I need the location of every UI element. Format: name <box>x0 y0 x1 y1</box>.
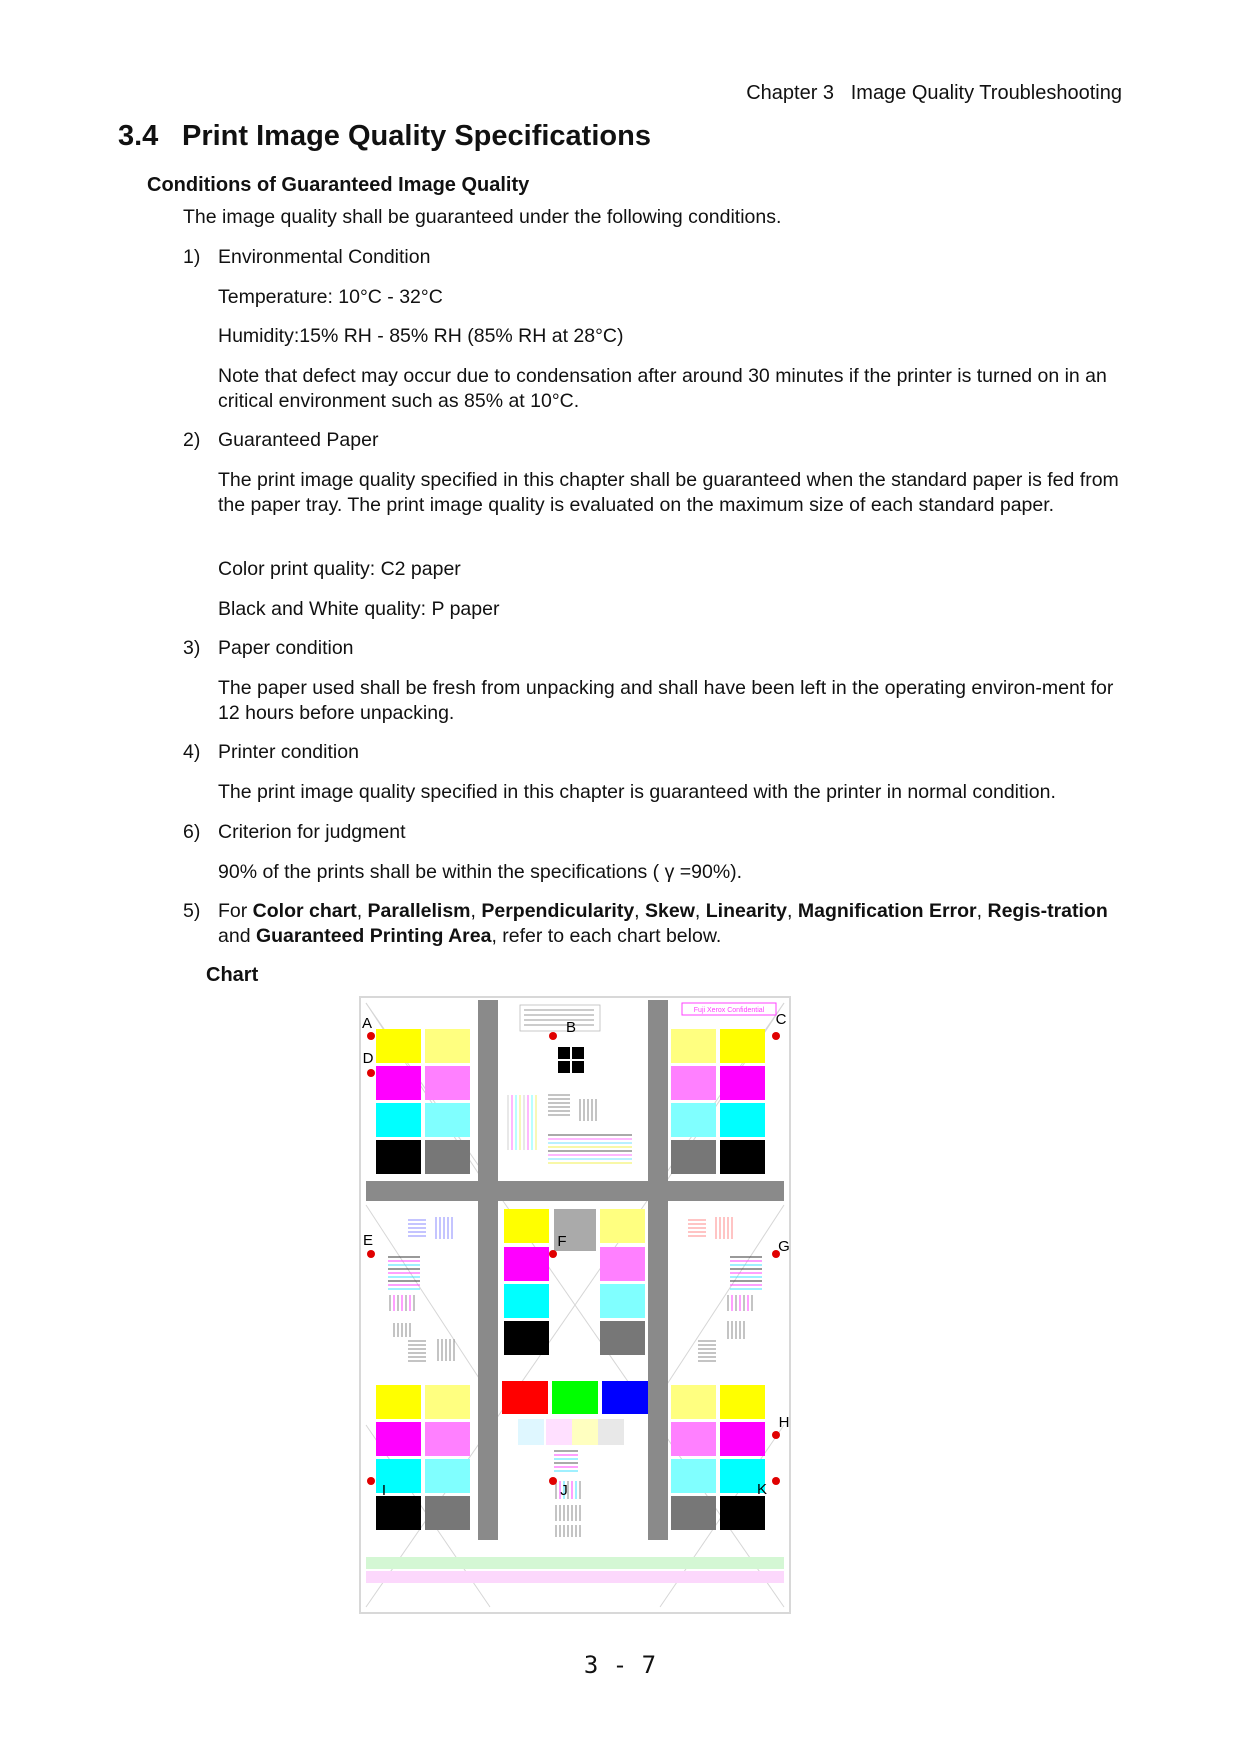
color-swatch <box>504 1284 549 1318</box>
mixed-swatch <box>572 1419 598 1445</box>
marker-label: J <box>560 1482 568 1499</box>
color-swatch <box>600 1209 645 1243</box>
refer-text <box>218 899 1122 949</box>
item-title: Paper condition <box>218 637 354 659</box>
marker-label: A <box>361 1015 373 1032</box>
reference-marker <box>772 1477 780 1485</box>
reference-marker <box>367 1250 375 1258</box>
reference-marker <box>549 1250 557 1258</box>
term-registration: Regis-tration <box>987 900 1108 922</box>
term-guaranteed-printing-area: Guaranteed Printing Area <box>255 925 492 947</box>
color-swatch <box>376 1140 421 1174</box>
black-square <box>572 1047 584 1059</box>
item-title: Guaranteed Paper <box>218 429 379 451</box>
blue-swatch <box>602 1381 648 1414</box>
mixed-swatch <box>598 1419 624 1445</box>
color-swatch <box>720 1496 765 1530</box>
marker-label: B <box>565 1019 577 1036</box>
color-swatch <box>504 1321 549 1355</box>
color-swatch <box>504 1247 549 1281</box>
marker-label: G <box>778 1238 790 1255</box>
reference-marker <box>549 1032 557 1040</box>
section-title <box>118 120 651 153</box>
term-parallelism: Parallelism <box>367 900 471 922</box>
item-number: 6) <box>183 821 201 843</box>
magenta-tint-strip <box>366 1571 784 1583</box>
refer-t4: , <box>634 900 646 922</box>
intro-text: The image quality shall be guaranteed under the following conditions. <box>183 206 782 228</box>
marker-label: H <box>778 1414 790 1431</box>
item-number: 5) <box>183 900 201 922</box>
color-swatch <box>720 1066 765 1100</box>
vertical-gray-band <box>648 1000 668 1540</box>
item-criterion <box>183 820 1122 845</box>
black-square <box>572 1061 584 1073</box>
color-swatch <box>671 1140 716 1174</box>
color-swatch <box>671 1066 716 1100</box>
chart-info-block <box>520 1005 600 1031</box>
green-tint-strip <box>366 1557 784 1569</box>
color-swatch <box>671 1385 716 1419</box>
refer-t7: , <box>976 900 988 922</box>
color-swatch <box>504 1209 549 1243</box>
reference-marker <box>367 1477 375 1485</box>
color-swatch <box>720 1422 765 1456</box>
item-number: 3) <box>183 637 201 659</box>
subheading: Conditions of Guaranteed Image Quality <box>147 174 530 196</box>
item-number: 2) <box>183 429 201 451</box>
refer-t1: For <box>218 900 253 922</box>
temperature-text: Temperature: 10°C - 32°C <box>218 286 443 308</box>
section-title-text: Print Image Quality Specifications <box>182 120 651 152</box>
color-swatch <box>376 1385 421 1419</box>
section-number: 3.4 <box>118 120 159 152</box>
color-swatch <box>600 1321 645 1355</box>
test-chart-svg <box>358 995 792 1615</box>
black-square <box>558 1061 570 1073</box>
reference-marker <box>772 1032 780 1040</box>
color-swatch <box>376 1103 421 1137</box>
color-swatch <box>425 1066 470 1100</box>
horizontal-gray-band <box>366 1181 784 1201</box>
marker-label: F <box>557 1233 567 1250</box>
refer-t9: , refer to each chart below. <box>491 925 722 947</box>
printer-condition-text: The print image quality specified in this chapter is guaranteed with the printer in normal condition. <box>218 781 1056 803</box>
chart-label: Chart <box>206 964 259 986</box>
reference-marker <box>367 1069 375 1077</box>
color-swatch <box>425 1103 470 1137</box>
item-title: Criterion for judgment <box>218 821 406 843</box>
condensation-note: Note that defect may occur due to condensation after around 30 minutes if the printer is turned on in an critical environment such as 85% at 10°C. <box>218 365 1107 412</box>
color-swatch <box>376 1422 421 1456</box>
color-swatch <box>425 1496 470 1530</box>
refer-t3: , <box>470 900 482 922</box>
color-swatch <box>720 1385 765 1419</box>
item-paper-condition <box>183 636 1122 661</box>
item-environment <box>183 245 1122 270</box>
term-magnification-error: Magnification Error <box>797 900 977 922</box>
test-chart-figure <box>358 995 792 1615</box>
criterion-text: 90% of the prints shall be within the specifications ( γ =90%). <box>218 861 743 883</box>
page-number: 3 - 7 <box>583 1651 657 1679</box>
color-swatch <box>720 1103 765 1137</box>
reference-marker <box>772 1431 780 1439</box>
refer-t2: , <box>356 900 368 922</box>
red-swatch <box>502 1381 548 1414</box>
paper-description: The print image quality specified in this chapter shall be guaranteed when the standard paper is fed from the paper tray. The print image quality is evaluated on the maximum size of each standard paper. <box>218 469 1119 516</box>
refer-t5: , <box>694 900 706 922</box>
color-swatch <box>425 1459 470 1493</box>
item-number: 4) <box>183 741 201 763</box>
color-swatch <box>425 1422 470 1456</box>
color-swatch <box>600 1247 645 1281</box>
mixed-swatch <box>546 1419 572 1445</box>
term-perpendicularity: Perpendicularity <box>481 900 635 922</box>
color-swatch <box>671 1459 716 1493</box>
item-title: Environmental Condition <box>218 246 431 268</box>
color-swatch <box>671 1422 716 1456</box>
color-swatch <box>376 1066 421 1100</box>
reference-marker <box>367 1032 375 1040</box>
color-swatch <box>671 1103 716 1137</box>
reference-marker <box>549 1477 557 1485</box>
color-swatch <box>425 1140 470 1174</box>
color-swatch <box>600 1284 645 1318</box>
bw-paper-text: Black and White quality: P paper <box>218 598 500 620</box>
color-swatch <box>425 1029 470 1063</box>
color-swatch <box>671 1496 716 1530</box>
color-swatch <box>425 1385 470 1419</box>
term-color-chart: Color chart <box>252 900 357 922</box>
color-swatch <box>720 1140 765 1174</box>
black-square <box>558 1047 570 1059</box>
color-swatch <box>720 1029 765 1063</box>
running-header: Chapter 3 Image Quality Troubleshooting <box>746 82 1122 104</box>
marker-label: E <box>362 1232 374 1249</box>
marker-label: C <box>775 1011 787 1028</box>
mixed-swatch <box>518 1419 544 1445</box>
confidential-badge: Fuji Xerox Confidential <box>693 1007 765 1014</box>
humidity-text: Humidity:15% RH - 85% RH (85% RH at 28°C) <box>218 325 624 347</box>
item-refer-charts <box>183 899 1122 949</box>
vertical-gray-band <box>478 1000 498 1540</box>
color-paper-text: Color print quality: C2 paper <box>218 558 461 580</box>
item-paper <box>183 428 1122 453</box>
color-swatch <box>376 1496 421 1530</box>
green-swatch <box>552 1381 598 1414</box>
term-skew: Skew <box>645 900 695 922</box>
refer-t8: and <box>218 925 256 947</box>
marker-label: K <box>756 1481 768 1498</box>
marker-label: I <box>381 1482 387 1499</box>
item-title: Printer condition <box>218 741 359 763</box>
refer-t6: , <box>787 900 798 922</box>
color-swatch <box>376 1029 421 1063</box>
marker-label: D <box>362 1050 374 1067</box>
term-linearity: Linearity <box>705 900 788 922</box>
item-number: 1) <box>183 246 201 268</box>
item-printer-condition <box>183 740 1122 765</box>
color-swatch <box>671 1029 716 1063</box>
paper-condition-text: The paper used shall be fresh from unpacking and shall have been left in the operating environ-ment for 12 hours before unpacking. <box>218 677 1114 724</box>
